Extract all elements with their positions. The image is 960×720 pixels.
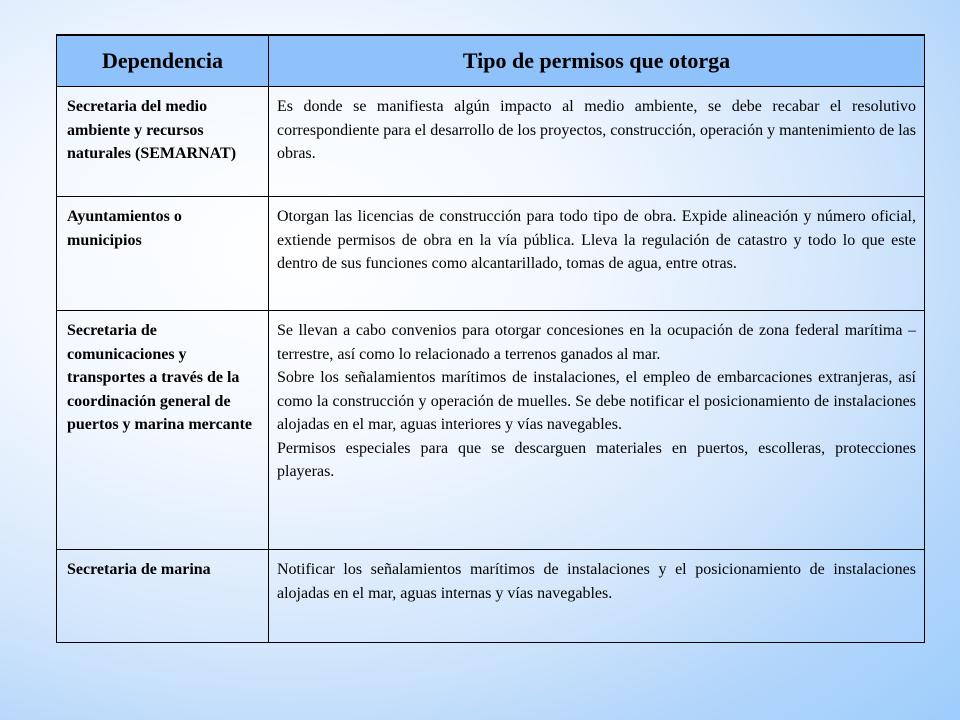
dependencia-cell: Ayuntamientos o municipios <box>57 197 269 311</box>
dependencia-cell: Secretaria de comunicaciones y transportes a través de la coordinación general de puertos y marina mercante <box>57 311 269 550</box>
permisos-paragraph: Es donde se manifiesta algún impacto al medio ambiente, se debe recabar el resolutivo correspondiente para el desarrollo de los proyectos, construcción, operación y mantenimiento de las obras. <box>277 98 916 162</box>
header-dependencia: Dependencia <box>57 35 269 87</box>
dependencia-cell: Secretaria de marina <box>57 550 269 643</box>
dependencia-cell: Secretaria del medio ambiente y recursos naturales (SEMARNAT) <box>57 87 269 197</box>
permisos-paragraph: Notificar los señalamientos marítimos de instalaciones y el posicionamiento de instalaciones alojadas en el mar, aguas internas y vías navegables. <box>277 561 916 602</box>
permisos-cell <box>269 550 925 643</box>
permisos-paragraph: Permisos especiales para que se descarguen materiales en puertos, escolleras, protecciones playeras. <box>277 439 916 480</box>
permisos-paragraph: Otorgan las licencias de construcción para todo tipo de obra. Expide alineación y número oficial, extiende permisos de obra en la vía pública. Lleva la regulación de catastro y todo lo que este dentro de sus funciones como alcantarillado, tomas de agua, entre otras. <box>277 208 916 272</box>
table-row <box>57 311 925 550</box>
table-header-row <box>57 35 925 87</box>
permisos-cell <box>269 197 925 311</box>
permisos-cell <box>269 87 925 197</box>
permits-table <box>56 34 925 643</box>
table-row <box>57 197 925 311</box>
table-row <box>57 87 925 197</box>
permisos-paragraph: Se llevan a cabo convenios para otorgar concesiones en la ocupación de zona federal marítima – terrestre, así como lo relacionado a terrenos ganados al mar. <box>277 322 916 363</box>
permisos-paragraph: Sobre los señalamientos marítimos de instalaciones, el empleo de embarcaciones extranjeras, así como la construcción y operación de muelles. Se debe notificar el posicionamiento de instalaciones alojadas en el mar, aguas interiores y vías navegables. <box>277 369 916 433</box>
header-tipo-permisos: Tipo de permisos que otorga <box>269 35 925 87</box>
table-row <box>57 550 925 643</box>
permisos-cell <box>269 311 925 550</box>
